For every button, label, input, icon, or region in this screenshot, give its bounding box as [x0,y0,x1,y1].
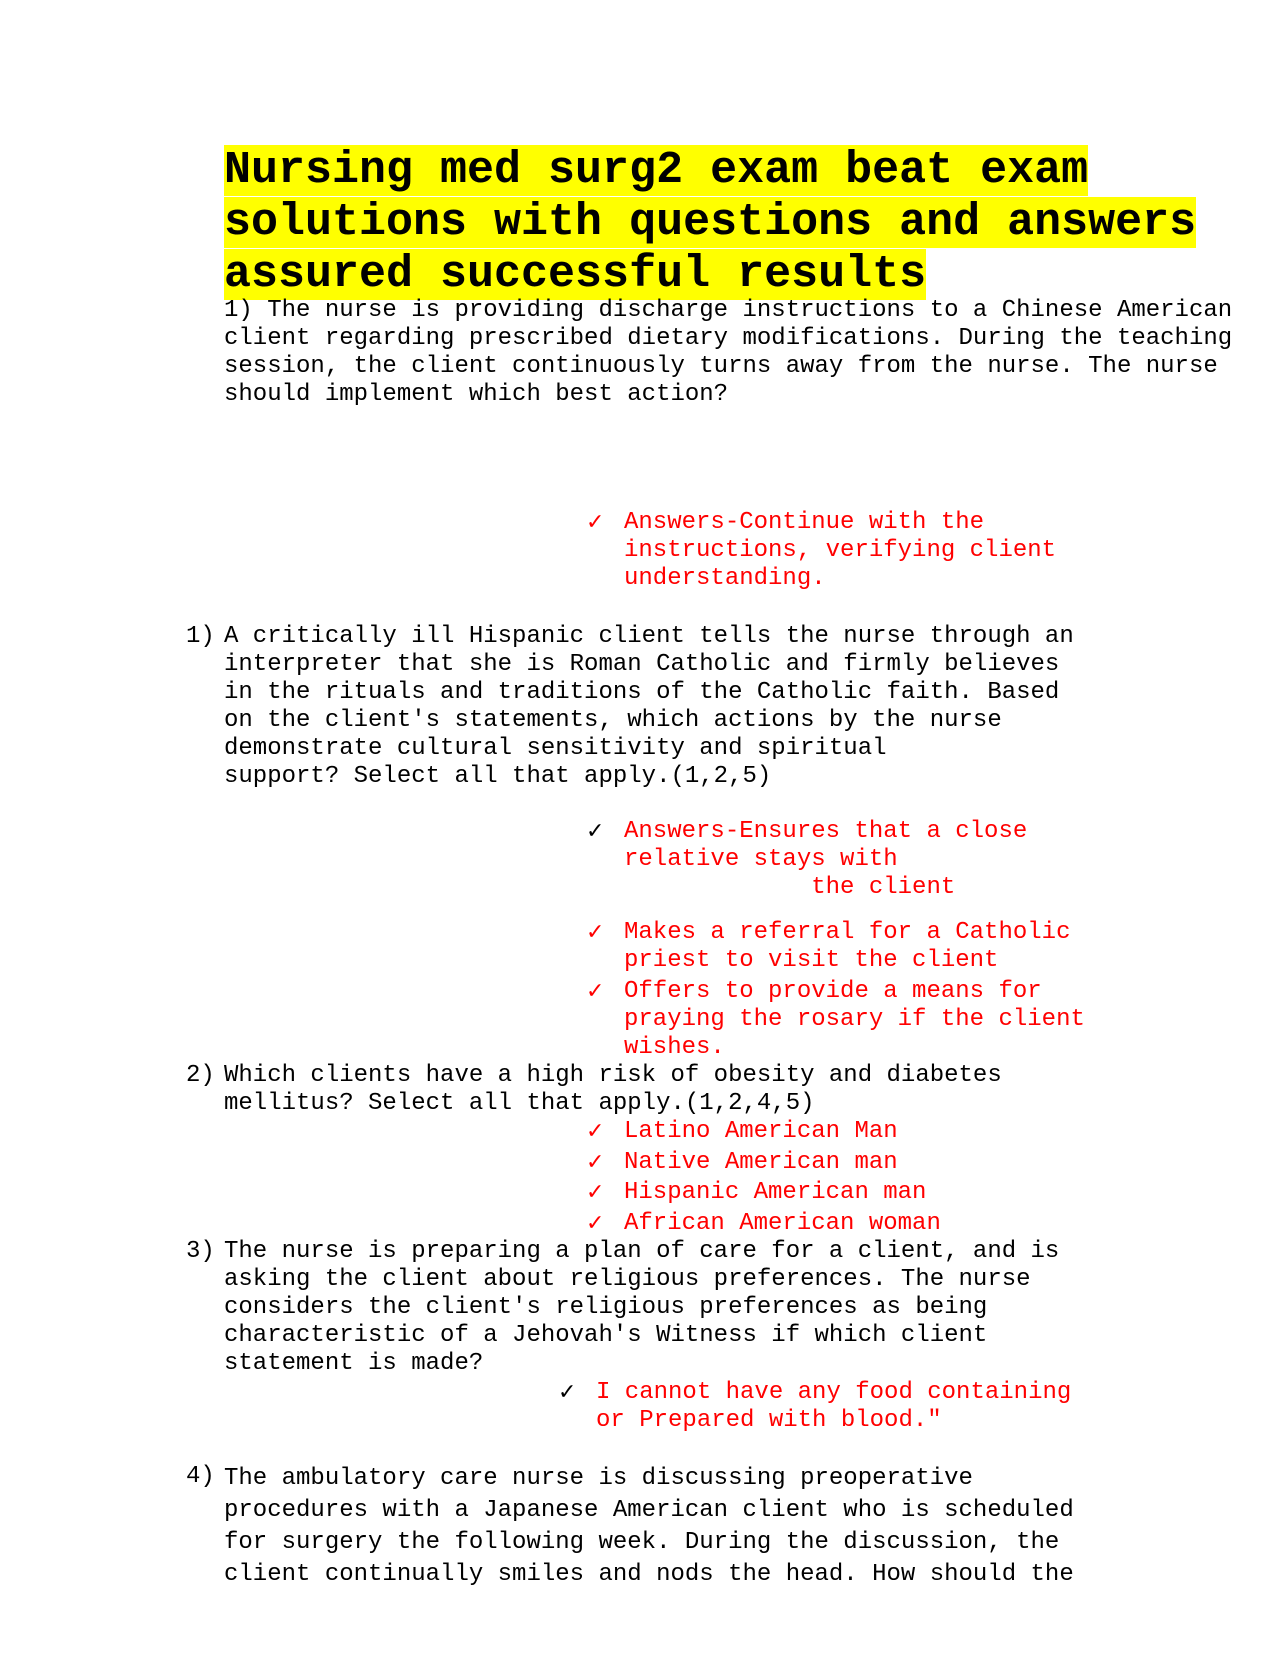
question-4-text: The nurse is preparing a plan of care for a client, and is asking the client about religious preferences. The nurse considers the client's religious preferences as being characteristic of a Jehovah's Witness if which client statement is made? [224,1238,1060,1377]
check-icon: ✓ [586,510,605,535]
answer-4: I cannot have any food containing or Prepared with blood." [596,1379,1072,1434]
question-number: 4) [186,1463,215,1490]
question-1-text: 1) The nurse is providing discharge instructions to a Chinese American client regarding prescribed dietary modifications. During the teaching session, the client continuously turns away from the nurse. The nurse should implement which best action? [224,297,1233,408]
check-icon: ✓ [586,1211,605,1236]
check-icon: ✓ [586,819,605,844]
answer-2c: Offers to provide a means for praying the rosary if the client wishes. [624,978,1085,1061]
question-5-text: The ambulatory care nurse is discussing preoperative procedures with a Japanese American client who is scheduled for surgery the following week. During the discussion, the client continually smiles and nods the head. How should the [224,1465,1074,1588]
document-title [224,145,1264,301]
check-icon: ✓ [558,1380,577,1405]
question-number: 1) [186,623,215,650]
question-number: 2) [186,1062,215,1089]
answer-3b: Native American man [624,1149,898,1176]
answer-2b: Makes a referral for a Catholic priest to visit the client [624,919,1071,974]
answer-2a: Answers-Ensures that a close relative stays with the client [624,818,1028,901]
question-number: 3) [186,1238,215,1265]
answer-1: Answers-Continue with the instructions, verifying client understanding. [624,509,1057,592]
question-3-text: Which clients have a high risk of obesity and diabetes mellitus? Select all that apply.(1,2,4,5) [224,1062,1002,1117]
check-icon: ✓ [586,1119,605,1144]
check-icon: ✓ [586,1180,605,1205]
title-highlight: Nursing med surg2 exam beat exam solutions with questions and answers assured successful results [224,145,1197,300]
answer-3a: Latino American Man [624,1118,898,1145]
check-icon: ✓ [586,920,605,945]
question-2-text: A critically ill Hispanic client tells the nurse through an interpreter that she is Roman Catholic and firmly believes in the rituals and traditions of the Catholic faith. Based on the client's statements, which actions by the nurse demonstrate cultural sensitivity and spiritual support? Select all that apply.(1,2,5) [224,623,1074,790]
answer-3c: Hispanic American man [624,1179,927,1206]
check-icon: ✓ [586,979,605,1004]
check-icon: ✓ [586,1150,605,1175]
answer-3d: African American woman [624,1210,941,1237]
